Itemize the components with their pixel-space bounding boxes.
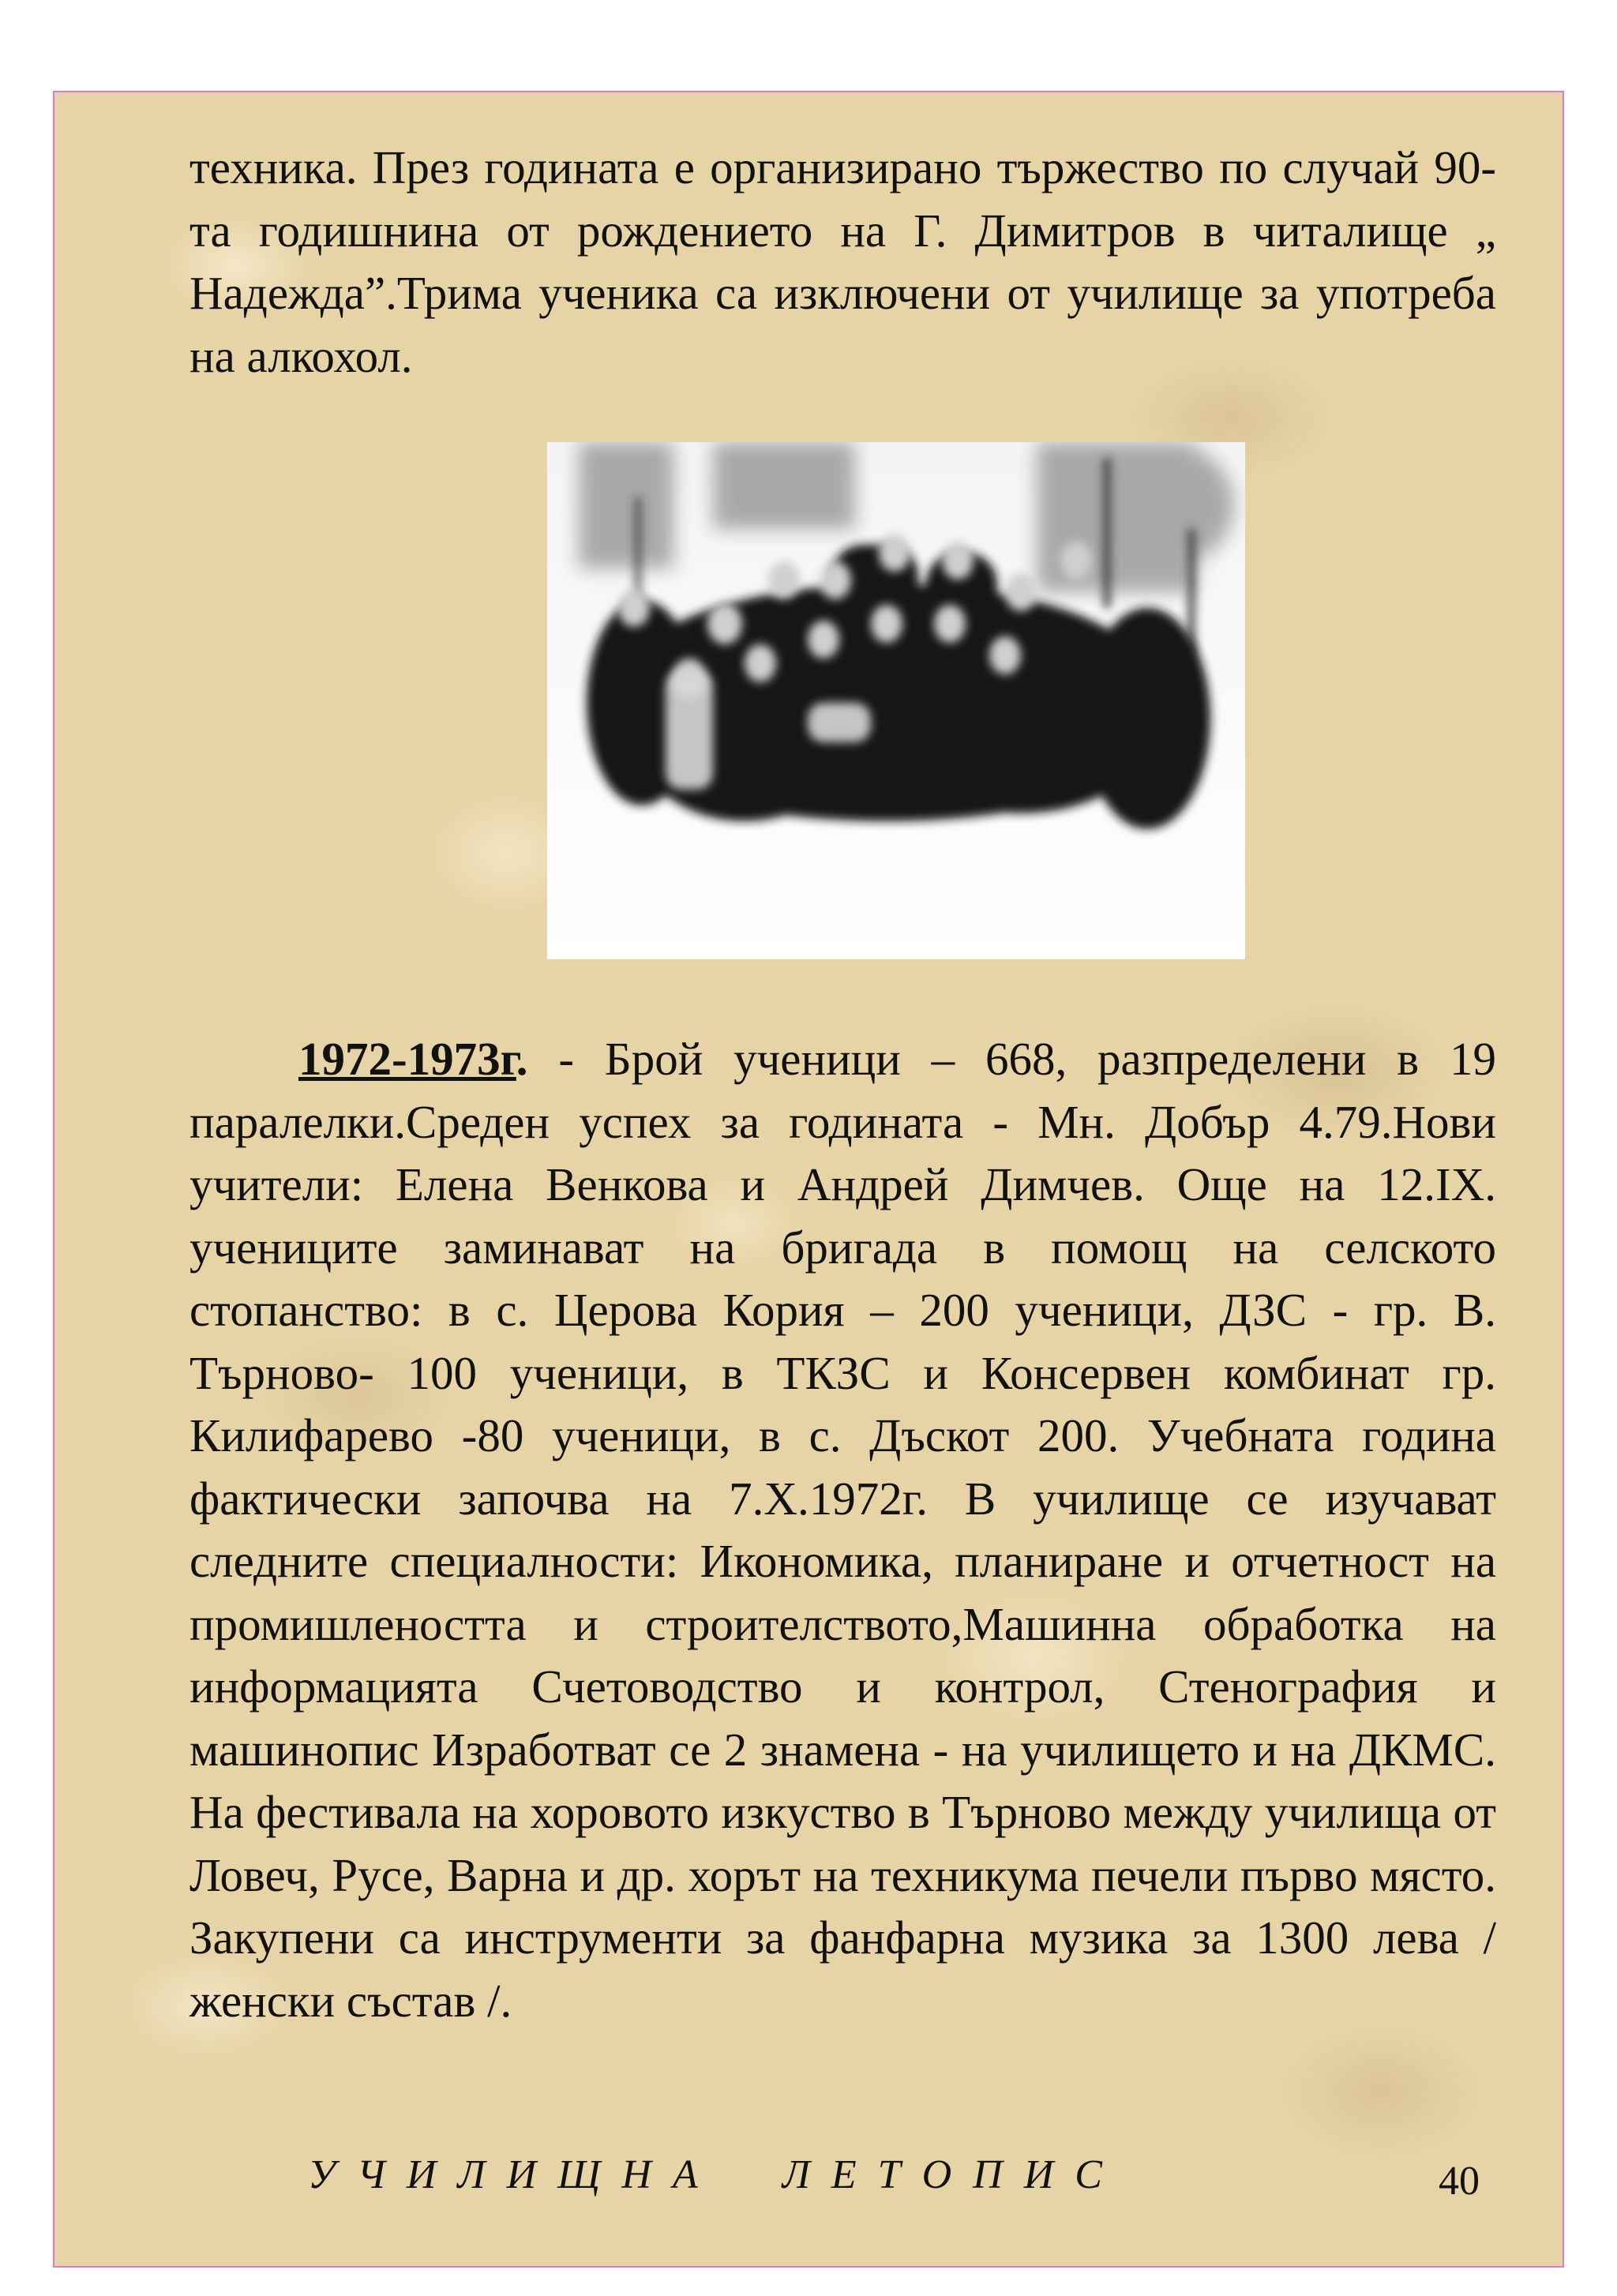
footer-title: УЧИЛИЩНА ЛЕТОПИС xyxy=(308,2152,1124,2197)
year-dot: . xyxy=(516,1033,528,1085)
paragraph-1: техника. През годината е организирано тържество по случай 90-та годишнина от рождението на Г. Димитров в читалище „ Надежда”.Трима ученика са изключени от училище за употреба на алкохол. xyxy=(189,141,1496,382)
group-photo-winter xyxy=(547,442,1245,959)
paragraph-2-text: - Брой ученици – 668, разпределени в 19 паралелки.Среден успех за годината - Мн. Добър 4.79.Нови учители: Елена Венкова и Андрей Димчев. Още на 12.IX. учениците заминават на бригада в помощ на селското стопанство: в с. Церова Кория – 200 ученици, ДЗС - гр. В. Търново- 100 ученици, в ТКЗС и Консервен комбинат гр. Килифарево -80 ученици, в с. Дъскот 200. Учебната година фактически започва на 7.X.1972г. В училище се изучават следните специалности: Икономика, планиране и отчетност на промишлеността и строителството,Машинна обработка на информацията Счетоводство и контрол, Стенография и машинопис Изработват се 2 знамена - на училището и на ДКМС. На фестивала на хоровото изкуство в Търново между училища от Ловеч, Русе, Варна и др. хорът на техникума печели първо място. Закупени са инструменти за фанфарна музика за 1300 лева / женски състав /. xyxy=(189,1033,1496,2027)
paragraph-2 xyxy=(189,1028,1496,2032)
page-number: 40 xyxy=(1439,2159,1480,2204)
year-heading: 1972-1973г xyxy=(298,1033,516,1085)
